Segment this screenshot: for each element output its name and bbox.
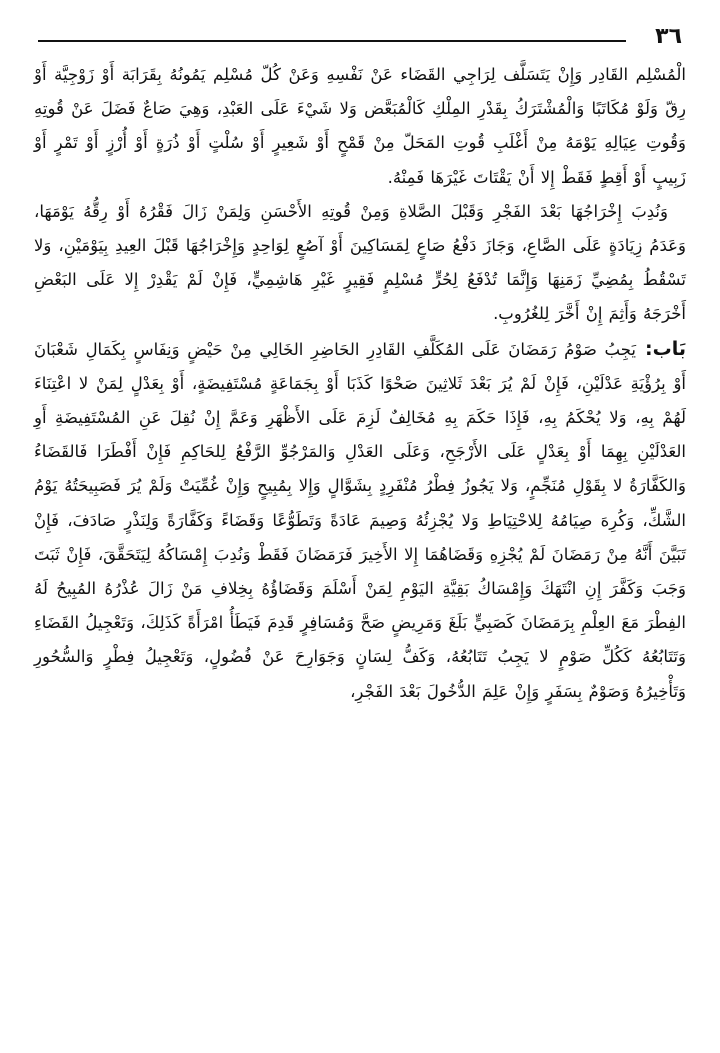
header-rule bbox=[38, 40, 626, 42]
paragraph-2-text: وَنُدِبَ إِخْرَاجُهَا بَعْدَ الفَجْرِ وَقَبْلَ الصَّلاةِ وَمِنْ قُوتِهِ الأَحْسَنِ وَلِمَنْ زَالَ فَقْرُهُ أَوْ رِقُّهُ يَوْمَهَا، وَعَدَمُ زِيَادَةٍ عَلَى الصَّاعِ، وَجَازَ دَفْعُ صَاعٍ لِمَسَاكِينَ أَوْ آصُعٍ لِوَاحِدٍ وَإِخْرَاجُهَا قَبْلَ العِيدِ بِيَوْمَيْنِ، وَلا تَسْقُطُ بِمُضِيِّ زَمَنِهَا وَإِنَّمَا تُدْفَعُ لِحُرٍّ مُسْلِمٍ فَقِيرٍ غَيْرِ هَاشِمِيٍّ، فَإِنْ لَمْ يَقْدِرْ إِلا عَلَى البَعْضِ أَخْرَجَهُ وَأَثِمَ إِنْ أَخَّرَ لِلغُرُوبِ. bbox=[34, 201, 686, 324]
paragraph-3-text: يَجِبُ صَوْمُ رَمَضَانَ عَلَى المُكَلَّفِ القَادِرِ الحَاضِرِ الخَالِي مِنْ حَيْضٍ وَنِفَاسٍ بِكَمَالِ شَعْبَانَ أَوْ بِرُؤْيَةِ عَدْلَيْنِ، فَإِنْ لَمْ يُرَ بَعْدَ ثَلاثِينَ صَحْوًا كَذَبَا أَوْ بِجَمَاعَةٍ مُسْتَفِيضَةٍ، أَوْ بِعَدْلٍ لِمَنْ لا اعْتِنَاءَ لَهُمْ بِهِ، وَلا يُحْكَمُ بِهِ، فَإِذَا حَكَمَ بِهِ مُخَالِفٌ لَزِمَ عَلَى الأَظْهَرِ وَعَمَّ إِنْ نُقِلَ عَنِ المُسْتَفِيضَةِ أَوِ العَدْلَيْنِ بِهِمَا أَوْ بِعَدْلٍ عَلَى الأَرْجَحِ، وَعَلَى العَدْلِ وَالمَرْجُوِّ الرَّفْعُ لِلحَاكِمِ فَإِنْ أَفْطَرَا فَالقَضَاءُ وَالكَفَّارَةُ لا بِقَوْلِ مُنَجِّمٍ، وَلا يَجُوزُ فِطْرُ مُنْفَرِدٍ بِشَوَّالٍ وَإِلا بِمُبِيحٍ وَإِنْ غُمِّيَتْ وَلَمْ يُرَ فَصَبِيحَتُهُ يَوْمُ الشَّكِّ، وَكُرِهَ صِيَامُهُ لِلاحْتِيَاطِ وَلا يُجْزِئُهُ وَصِيمَ عَادَةً وَتَطَوُّعًا وَقَضَاءً وَكَفَّارَةً وَلِنَذْرٍ صَادَفَ، فَإِنْ تَبَيَّنَ أَنَّهُ مِنْ رَمَضَانَ لَمْ يُجْزِهِ وَقَضَاهُمَا إِلا الأَخِيرَ فَرَمَضَانَ فَقَطْ وَنُدِبَ إِمْسَاكُهُ لِيَتَحَقَّقَ، فَإِنْ ثَبَتَ وَجَبَ وَكَفَّرَ إِنِ انْتَهَكَ وَإِمْسَاكُ بَقِيَّةِ اليَوْمِ لِمَنْ أَسْلَمَ وَقَضَاؤُهُ بِخِلافِ مَنْ زَالَ عُذْرُهُ المُبِيحُ لَهُ الفِطْرَ مَعَ العِلْمِ بِرَمَضَانَ كَصَبِيٍّ بَلَغَ وَمَرِيضٍ صَحَّ وَمُسَافِرٍ قَدِمَ فَيَطَأُ امْرَأَةً كَذَلِكَ، وَتَعْجِيلُ القَضَاءِ وَتَتَابُعُهُ كَكُلِّ صَوْمٍ لا يَجِبُ تَتَابُعُهُ، وَكَفُّ لِسَانٍ وَجَوَارِحَ عَنْ فُضُولٍ، وَتَعْجِيلُ فِطْرٍ وَالسُّحُورِ وَتَأْخِيرُهُ وَصَوْمٌ بِسَفَرٍ وَإِنْ عَلِمَ الدُّخُولَ بَعْدَ الفَجْرِ، bbox=[34, 339, 686, 701]
page-number: ٣٦ bbox=[655, 24, 682, 49]
page-body bbox=[34, 58, 686, 709]
paragraph-1 bbox=[34, 58, 686, 195]
page-header bbox=[38, 24, 682, 52]
paragraph-2 bbox=[34, 195, 686, 332]
section-heading: بَاب: bbox=[636, 337, 687, 360]
paragraph-3 bbox=[34, 332, 686, 709]
paragraph-1-text: الْمُسْلِم القَادِر وَإِنْ يَتَسَلَّف لِرَاجِي القَضَاء عَنْ نَفْسِهِ وَعَنْ كُلّ مُسْلِم يَمُونُهُ بِقَرَابَة أَوْ زَوْجِيَّة أَوْ رِقّ وَلَوْ مُكَاتَبًا وَالْمُشْتَرَكُ بِقَدْرِ المِلْكِ كَالْمُبَعَّض وَلا شَيْءَ عَلَى العَبْدِ، وَهِيَ صَاعٌ فَضَلَ عَنْ قُوتِهِ وَقُوتِ عِيَالِهِ يَوْمَهُ مِنْ أَغْلَبِ قُوتِ المَحَلّ مِنْ قَمْحٍ أَوْ شَعِيرٍ أَوْ سُلْتٍ أَوْ ذُرَةٍ أَوْ أُرْزٍ أَوْ تَمْرٍ أَوْ زَبِيبٍ أَوْ أَقِطٍ فَقَطْ إِلا أَنْ يَقْتَاتَ غَيْرَهَا فَمِنْهُ. bbox=[34, 65, 686, 187]
